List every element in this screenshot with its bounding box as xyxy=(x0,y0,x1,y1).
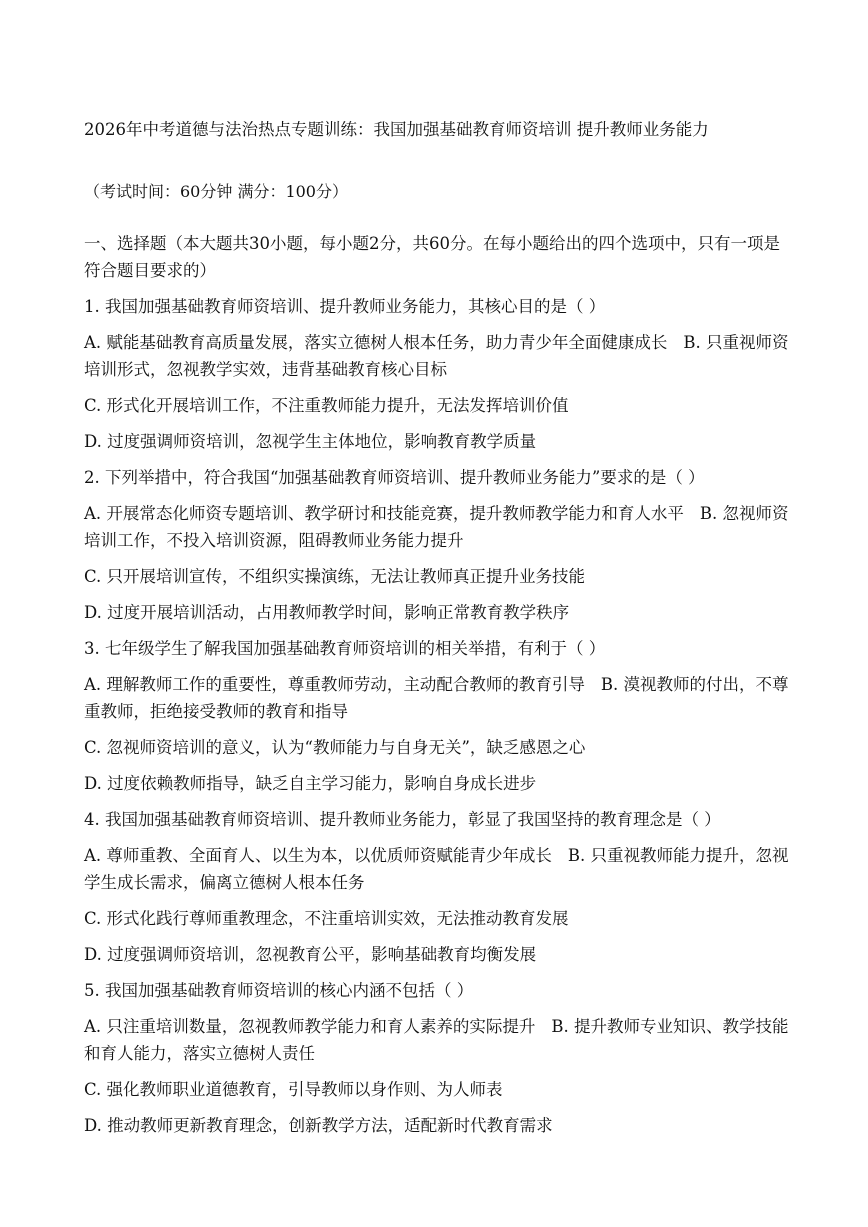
question-4-options-ab xyxy=(84,842,792,896)
question-2-option-a: A. 开展常态化师资专题培训、教学研讨和技能竞赛，提升教师教学能力和育人水平 xyxy=(84,504,684,523)
question-5-option-d: D. 推动教师更新教育理念，创新教学方法，适配新时代教育需求 xyxy=(84,1116,553,1135)
section-header: 一、选择题（本大题共30小题，每小题2分，共60分。在每小题给出的四个选项中，只有一项是符合题目要求的） xyxy=(84,234,780,280)
question-4-option-b: B. 只重视教师能力提升，忽视学生成长需求，偏离立德树人根本任务 xyxy=(84,846,789,892)
question-1-option-a: A. 赋能基础教育高质量发展，落实立德树人根本任务，助力青少年全面健康成长 xyxy=(84,333,668,352)
question-3-option-d: D. 过度依赖教师指导，缺乏自主学习能力，影响自身成长进步 xyxy=(84,774,537,793)
question-2-option-d: D. 过度开展培训活动，占用教师教学时间，影响正常教育教学秩序 xyxy=(84,603,570,622)
question-1-option-c: C. 形式化开展培训工作，不注重教师能力提升，无法发挥培训价值 xyxy=(84,396,569,415)
question-3-option-c: C. 忽视师资培训的意义，认为“教师能力与自身无关”，缺乏感恩之心 xyxy=(84,738,586,757)
question-5-option-a: A. 只注重培训数量，忽视教师教学能力和育人素养的实际提升 xyxy=(84,1017,536,1036)
question-4-stem: 4. 我国加强基础教育师资培训、提升教师业务能力，彰显了我国坚持的教育理念是（ ） xyxy=(84,810,721,829)
question-3-option-a: A. 理解教师工作的重要性，尊重教师劳动，主动配合教师的教育引导 xyxy=(84,675,585,694)
question-4-option-a: A. 尊师重教、全面育人、以生为本，以优质师资赋能青少年成长 xyxy=(84,846,552,865)
question-1-option-d: D. 过度强调师资培训，忽视学生主体地位，影响教育教学质量 xyxy=(84,432,537,451)
question-1-stem: 1. 我国加强基础教育师资培训、提升教师业务能力，其核心目的是（ ） xyxy=(84,297,606,316)
question-3-options-ab xyxy=(84,671,792,725)
question-3-option-b: B. 漠视教师的付出，不尊重教师，拒绝接受教师的教育和指导 xyxy=(84,675,789,721)
question-2-options-ab xyxy=(84,500,792,554)
question-1-options-ab xyxy=(84,329,792,383)
question-3-stem: 3. 七年级学生了解我国加强基础教育师资培训的相关举措，有利于（ ） xyxy=(84,639,606,658)
question-5-option-b: B. 提升教师专业知识、教学技能和育人能力，落实立德树人责任 xyxy=(84,1017,789,1063)
question-2-option-c: C. 只开展培训宣传，不组织实操演练，无法让教师真正提升业务技能 xyxy=(84,567,586,586)
question-5-option-c: C. 强化教师职业道德教育，引导教师以身作则、为人师表 xyxy=(84,1080,503,1099)
question-1-option-b: B. 只重视师资培训形式，忽视教学实效，违背基础教育核心目标 xyxy=(84,333,789,379)
question-2-stem: 2. 下列举措中，符合我国“加强基础教育师资培训、提升教师业务能力”要求的是（ ） xyxy=(84,468,705,487)
document-title: 2026年中考道德与法治热点专题训练：我国加强基础教育师资培训 提升教师业务能力 xyxy=(84,120,709,139)
question-4-option-c: C. 形式化践行尊师重教理念，不注重培训实效，无法推动教育发展 xyxy=(84,909,569,928)
question-5-options-ab xyxy=(84,1013,792,1067)
question-2-option-b: B. 忽视师资培训工作，不投入培训资源，阻碍教师业务能力提升 xyxy=(84,504,789,550)
question-section xyxy=(84,230,792,1148)
question-5-stem: 5. 我国加强基础教育师资培训的核心内涵不包括（ ） xyxy=(84,981,474,1000)
exam-info: （考试时间：60分钟 满分：100分） xyxy=(84,182,348,201)
question-4-option-d: D. 过度强调师资培训，忽视教育公平，影响基础教育均衡发展 xyxy=(84,945,537,964)
